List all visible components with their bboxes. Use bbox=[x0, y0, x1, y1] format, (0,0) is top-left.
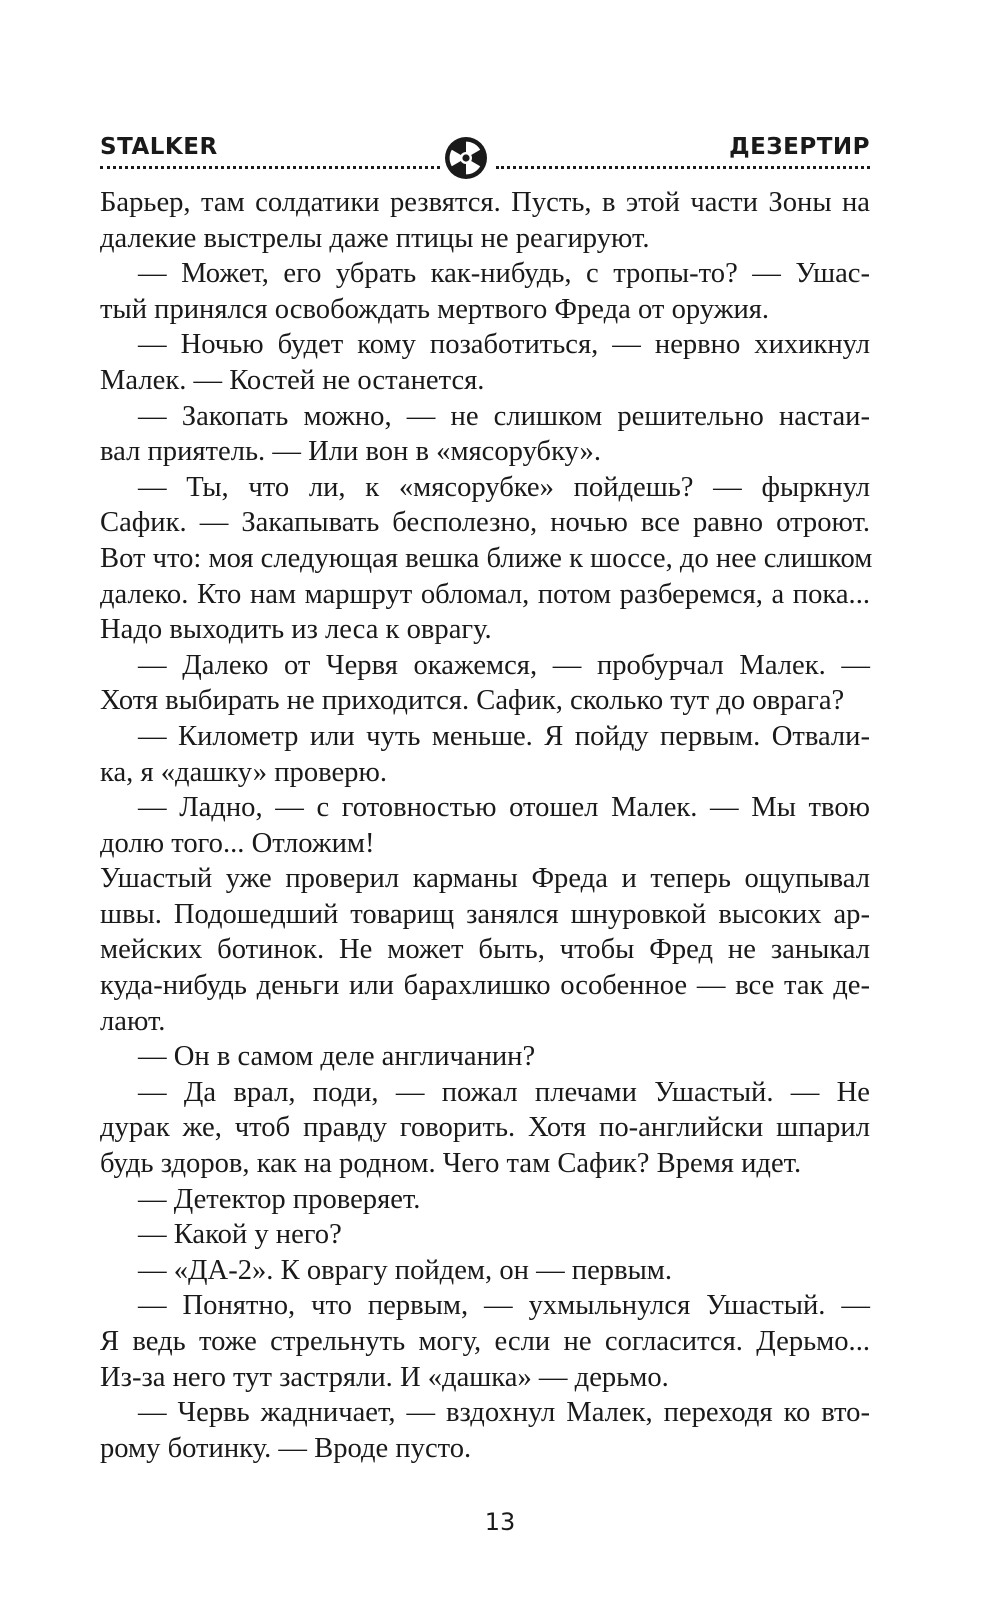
text-line: — Да врал, поди, — пожал плечами Ушастый. — Не bbox=[138, 1076, 870, 1108]
text-line: далекие выстрелы даже птицы не реагируют. bbox=[100, 222, 650, 254]
text-line: — Какой у него? bbox=[138, 1219, 342, 1251]
text-line: Хотя выбирать не приходится. Сафик, сколько тут до оврага? bbox=[100, 685, 845, 717]
text-line: — Ночью будет кому позаботиться, — нервно хихикнул bbox=[138, 329, 870, 361]
text-line: Из-за него тут застряли. И «дашка» — дерьмо. bbox=[100, 1361, 669, 1393]
text-line: — Детектор проверяет. bbox=[138, 1183, 421, 1215]
body-text bbox=[100, 185, 873, 1466]
text-line: Надо выходить из леса к оврагу. bbox=[100, 614, 492, 646]
text-line: вал приятель. — Или вон в «мясорубку». bbox=[100, 436, 602, 468]
text-line: рому ботинку. — Вроде пусто. bbox=[100, 1432, 472, 1464]
text-line: будь здоров, как на родном. Чего там Сафик? Время идет. bbox=[100, 1148, 802, 1180]
text-line: — Может, его убрать как-нибудь, с тропы-то? — Ушас- bbox=[138, 258, 870, 290]
text-line: лают. bbox=[100, 1005, 166, 1037]
text-line: — Понятно, что первым, — ухмыльнулся Ушастый. — bbox=[138, 1290, 870, 1322]
running-header bbox=[100, 126, 870, 178]
text-line: — Ты, что ли, к «мясорубке» пойдешь? — фыркнул bbox=[138, 471, 870, 503]
series-title: STALKER bbox=[100, 134, 218, 160]
text-line: швы. Подошедший товарищ занялся шнуровкой высоких ар- bbox=[100, 898, 870, 930]
text-line: Малек. — Костей не останется. bbox=[100, 364, 485, 396]
text-line: далеко. Кто нам маршрут обломал, потом разберемся, а пока... bbox=[100, 578, 870, 610]
text-line: долю того... Отложим! bbox=[100, 827, 375, 859]
text-line: Вот что: моя следующая вешка ближе к шоссе, до нее слишком bbox=[100, 542, 873, 574]
text-line: Ушастый уже проверил карманы Фреда и теперь ощупывал bbox=[100, 863, 870, 895]
page-number: 13 bbox=[484, 1508, 516, 1536]
text-line: дурак же, чтоб правду говорить. Хотя по-английски шпарил bbox=[100, 1112, 870, 1144]
radiation-icon bbox=[444, 136, 488, 180]
text-line: тый принялся освобождать мертвого Фреда от оружия. bbox=[100, 293, 770, 325]
text-line: — Червь жадничает, — вздохнул Малек, переходя ко вто- bbox=[138, 1397, 870, 1429]
text-line: ка, я «дашку» проверю. bbox=[100, 756, 387, 788]
text-line: — Он в самом деле англичанин? bbox=[138, 1041, 536, 1073]
text-line: — «ДА-2». К оврагу пойдем, он — первым. bbox=[138, 1254, 673, 1286]
text-line: Я ведь тоже стрельнуть могу, если не согласится. Дерьмо... bbox=[100, 1326, 870, 1357]
text-line: Барьер, там солдатики резвятся. Пусть, в этой части Зоны на bbox=[100, 187, 870, 218]
text-line: — Закопать можно, — не слишком решительно настаи- bbox=[138, 400, 870, 432]
text-line: Сафик. — Закапывать бесполезно, ночью все равно отроют. bbox=[100, 507, 870, 539]
header-dotted-rule-left bbox=[100, 166, 440, 169]
header-dotted-rule-right bbox=[496, 166, 870, 169]
book-title: ДЕЗЕРТИР bbox=[729, 134, 870, 160]
text-line: — Километр или чуть меньше. Я пойду первым. Отвали- bbox=[138, 720, 870, 752]
text-line: — Ладно, — с готовностью отошел Малек. — Мы твою bbox=[138, 792, 870, 824]
text-line: куда-нибудь деньги или барахлишко особенное — все так де- bbox=[100, 970, 870, 1002]
text-line: — Далеко от Червя окажемся, — пробурчал Малек. — bbox=[138, 649, 870, 681]
text-line: мейских ботинок. Не может быть, чтобы Фред не заныкал bbox=[100, 934, 870, 966]
